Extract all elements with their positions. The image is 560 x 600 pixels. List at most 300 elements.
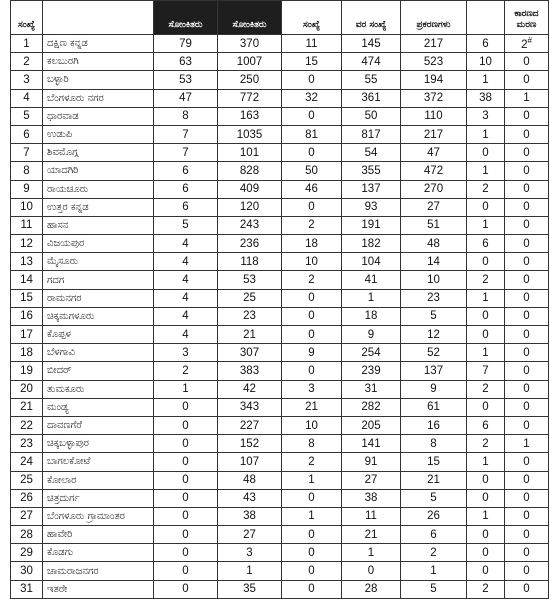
cell-col2: [218, 107, 282, 125]
cell-col5: [401, 416, 467, 434]
cell-col7-text: 0: [523, 110, 530, 123]
serial-cell-text: 20: [20, 383, 33, 396]
cell-col1: [154, 435, 218, 453]
district-name-cell: [43, 580, 154, 598]
cell-col3: [282, 562, 342, 580]
cell-col7: [505, 162, 549, 180]
serial-cell: [11, 162, 43, 180]
cell-col7-text: 0: [523, 474, 530, 487]
cell-col7: [505, 89, 549, 107]
cell-col3: [282, 35, 342, 53]
cell-col6: [467, 162, 505, 180]
cell-col3-text: 0: [308, 73, 315, 86]
cell-col7: [505, 580, 549, 598]
cell-col3: [282, 344, 342, 362]
cell-col3-text: 81: [305, 128, 318, 141]
cell-col2-text: 307: [239, 346, 260, 359]
cell-col7: [505, 180, 549, 198]
cell-col5: [401, 71, 467, 89]
district-name-cell: [43, 416, 154, 434]
district-name-cell: [43, 380, 154, 398]
district-table-container: [10, 0, 548, 599]
cell-col2-text: 243: [239, 219, 260, 232]
header-col1: ಸೋಂಕಿತರು: [154, 1, 218, 35]
cell-col1-text: 0: [182, 546, 189, 559]
cell-col3: [282, 526, 342, 544]
cell-col3: [282, 125, 342, 143]
cell-col2: [218, 526, 282, 544]
header-serial: ಸಂಖ್ಯೆ: [11, 1, 43, 35]
cell-col5-text: 2: [430, 546, 437, 559]
serial-cell-text: 2: [23, 55, 30, 68]
cell-col3-text: 0: [308, 364, 315, 377]
serial-cell: [11, 216, 43, 234]
cell-col5: [401, 453, 467, 471]
cell-col5: [401, 398, 467, 416]
cell-col6: [467, 562, 505, 580]
cell-col1-text: 53: [179, 73, 192, 86]
cell-col3-text: 0: [308, 110, 315, 123]
cell-col6: [467, 144, 505, 162]
cell-col1: [154, 35, 218, 53]
cell-col6-text: 6: [482, 419, 489, 432]
district-name-cell-text: ಧಾರವಾಡ: [47, 110, 79, 122]
cell-col4: [342, 398, 401, 416]
cell-col5-text: 26: [427, 510, 440, 523]
cell-col2: [218, 362, 282, 380]
cell-col4-text: 282: [361, 401, 381, 414]
district-name-cell: [43, 526, 154, 544]
cell-col1: [154, 289, 218, 307]
cell-col4: [342, 180, 401, 198]
cell-col5-text: 217: [423, 37, 444, 50]
serial-cell-text: 28: [20, 528, 33, 541]
cell-col5-text: 16: [427, 419, 440, 432]
cell-col7-text: 1: [523, 437, 530, 450]
cell-col4: [342, 35, 401, 53]
cell-col7-text: 0: [523, 583, 530, 596]
district-name-cell-text: ದಾವಣಗೆರೆ: [47, 420, 82, 432]
table-row: [11, 307, 549, 325]
cell-col7: [505, 125, 549, 143]
cell-col4-text: 254: [361, 346, 381, 359]
district-name-cell-text: ಬೀದರ್: [47, 365, 72, 377]
serial-cell-text: 6: [23, 128, 30, 141]
cell-col7-text: 0: [523, 146, 530, 159]
cell-col7-text: 0: [523, 183, 530, 196]
serial-cell: [11, 362, 43, 380]
cell-col4: [342, 253, 401, 271]
cell-col6: [467, 435, 505, 453]
cell-col2-text: 53: [243, 274, 256, 287]
cell-col1: [154, 489, 218, 507]
cell-col3-text: 0: [308, 146, 315, 159]
cell-col1-text: 0: [182, 510, 189, 523]
cell-col4-text: 21: [364, 528, 378, 541]
cell-col2: [218, 144, 282, 162]
cell-col6-text: 1: [482, 128, 489, 141]
cell-col6-text: 1: [482, 346, 489, 359]
cell-col3: [282, 271, 342, 289]
cell-col7: [505, 235, 549, 253]
cell-col3-text: 1: [308, 510, 315, 523]
cell-col2: [218, 416, 282, 434]
cell-col1-text: 0: [182, 528, 189, 541]
district-name-cell-text: ಯಾದಗಿರಿ: [47, 165, 79, 177]
cell-col2: [218, 71, 282, 89]
cell-col1: [154, 416, 218, 434]
cell-col7-text: 0: [523, 492, 530, 505]
cell-col1-text: 0: [182, 437, 189, 450]
cell-col6-text: 2: [482, 383, 489, 396]
cell-col3-text: 9: [308, 346, 315, 359]
serial-cell: [11, 580, 43, 598]
cell-col2: [218, 471, 282, 489]
cell-col6-text: 7: [482, 364, 489, 377]
district-name-cell: [43, 53, 154, 71]
cell-col6-text: 6: [482, 237, 489, 250]
cell-col1: [154, 544, 218, 562]
cell-col1: [154, 216, 218, 234]
cell-col4: [342, 89, 401, 107]
cell-col6: [467, 125, 505, 143]
cell-col2: [218, 435, 282, 453]
serial-cell-text: 23: [20, 437, 33, 450]
cell-col5-text: 61: [427, 401, 440, 414]
serial-cell-text: 19: [20, 364, 33, 377]
cell-col6-text: 0: [482, 401, 489, 414]
serial-cell: [11, 144, 43, 162]
cell-col1-text: 0: [182, 492, 189, 505]
cell-col5-text: 6: [430, 528, 437, 541]
cell-col5-text: 23: [427, 292, 440, 305]
cell-col7: [505, 362, 549, 380]
cell-col2: [218, 162, 282, 180]
cell-col2-text: 1035: [236, 128, 263, 141]
cell-col5: [401, 125, 467, 143]
cell-col7: [505, 107, 549, 125]
district-name-cell: [43, 35, 154, 53]
serial-cell-text: 4: [23, 92, 30, 105]
serial-cell: [11, 507, 43, 525]
cell-col4: [342, 453, 401, 471]
cell-col4-text: 137: [361, 183, 381, 196]
cell-col3: [282, 53, 342, 71]
cell-col3: [282, 180, 342, 198]
cell-col3: [282, 235, 342, 253]
cell-col7-text: 0: [523, 565, 530, 578]
cell-col6: [467, 471, 505, 489]
cell-col4-text: 54: [364, 146, 378, 159]
cell-col1: [154, 235, 218, 253]
table-row: [11, 526, 549, 544]
cell-col6-text: 0: [482, 565, 489, 578]
cell-col3: [282, 453, 342, 471]
table-row: [11, 471, 549, 489]
cell-col1: [154, 380, 218, 398]
cell-col5-text: 110: [424, 110, 443, 123]
table-row: [11, 362, 549, 380]
cell-col6: [467, 180, 505, 198]
cell-col5-text: 5: [430, 492, 437, 505]
header-col3: ಸಂಖ್ಯೆ: [282, 1, 342, 35]
cell-col5: [401, 235, 467, 253]
cell-col2: [218, 89, 282, 107]
cell-col3: [282, 362, 342, 380]
serial-cell-text: 1: [23, 37, 30, 50]
district-name-cell: [43, 289, 154, 307]
cell-col2: [218, 544, 282, 562]
cell-col4: [342, 144, 401, 162]
cell-col7-text: 0: [523, 528, 530, 541]
cell-col5: [401, 326, 467, 344]
cell-col5: [401, 253, 467, 271]
cell-col1-text: 5: [182, 219, 189, 232]
cell-col4: [342, 107, 401, 125]
cell-col5-text: 51: [427, 219, 440, 232]
cell-col7-text: 0: [523, 455, 530, 468]
cell-col5: [401, 489, 467, 507]
serial-cell-text: 9: [23, 183, 30, 196]
serial-cell-text: 3: [23, 73, 30, 86]
table-row: [11, 489, 549, 507]
cell-col1: [154, 53, 218, 71]
cell-col1-text: 0: [182, 583, 189, 596]
cell-col5-text: 10: [427, 274, 440, 287]
cell-col5-text: 137: [423, 364, 444, 377]
cell-col3-text: 32: [305, 92, 318, 105]
cell-col2-text: 343: [239, 401, 260, 414]
serial-cell: [11, 398, 43, 416]
district-name-cell-text: ಬೆಳಗಾವಿ: [47, 347, 76, 359]
cell-col3-text: 2: [308, 455, 315, 468]
cell-col7-text: 0: [523, 201, 530, 214]
district-name-cell-text: ಬೆಂಗಳೂರು ಗ್ರಾಮಾಂತರ: [47, 510, 125, 522]
cell-col1: [154, 198, 218, 216]
cell-col7-text: 0: [523, 510, 530, 523]
cell-col6-text: 0: [482, 310, 489, 323]
cell-col5-text: 5: [430, 310, 437, 323]
district-name-cell: [43, 198, 154, 216]
cell-col4-text: 9: [367, 328, 375, 341]
cell-col7: [505, 271, 549, 289]
cell-col7: [505, 544, 549, 562]
cell-col1: [154, 253, 218, 271]
cell-col1-text: 4: [182, 237, 189, 250]
cell-col2: [218, 35, 282, 53]
cell-col1-text: 0: [182, 565, 189, 578]
cell-col4-text: 474: [361, 55, 381, 68]
district-name-cell-text: ಬಾಗಲಕೋಟೆ: [47, 456, 91, 468]
cell-col6: [467, 362, 505, 380]
cell-col6: [467, 35, 505, 53]
cell-col5-text: 472: [423, 164, 444, 177]
cell-col4: [342, 562, 401, 580]
cell-col4-text: 205: [361, 419, 381, 432]
cell-col1-text: 7: [182, 128, 189, 141]
cell-col7-text: 0: [523, 237, 530, 250]
cell-col1-text: 4: [182, 328, 189, 341]
cell-col3: [282, 380, 342, 398]
cell-col7-text: 0: [523, 55, 530, 68]
header-col5: ಪ್ರಕರಣಗಳು: [401, 1, 467, 35]
cell-col2: [218, 562, 282, 580]
cell-col3-text: 50: [305, 164, 318, 177]
cell-col6: [467, 416, 505, 434]
cell-col2: [218, 326, 282, 344]
cell-col2: [218, 507, 282, 525]
cell-col4-text: 91: [364, 455, 378, 468]
cell-col4-text: 31: [364, 383, 378, 396]
cell-col4: [342, 162, 401, 180]
district-name-cell-text: ಗದಗ: [47, 274, 65, 286]
cell-col5-text: 372: [423, 92, 444, 105]
table-row: [11, 326, 549, 344]
cell-col2: [218, 271, 282, 289]
serial-cell-text: 12: [20, 237, 33, 250]
serial-cell: [11, 562, 43, 580]
cell-col6-text: 0: [482, 328, 489, 341]
cell-col7: [505, 71, 549, 89]
cell-col5-text: 8: [430, 437, 437, 450]
district-name-cell-text: ಉತ್ತರ ಕನ್ನಡ: [47, 201, 89, 213]
serial-cell-text: 30: [20, 565, 33, 578]
cell-col1: [154, 271, 218, 289]
cell-col5: [401, 344, 467, 362]
cell-col6: [467, 398, 505, 416]
cell-col3: [282, 326, 342, 344]
cell-col3-text: 10: [305, 255, 318, 268]
serial-cell-text: 15: [20, 292, 33, 305]
cell-col6: [467, 526, 505, 544]
serial-cell: [11, 307, 43, 325]
serial-cell: [11, 107, 43, 125]
cell-col1-text: 4: [182, 274, 189, 287]
cell-col2-text: 38: [243, 510, 256, 523]
cell-col5: [401, 198, 467, 216]
cell-col2: [218, 380, 282, 398]
cell-col7-text: 0: [523, 328, 530, 341]
cell-col6: [467, 344, 505, 362]
serial-cell-text: 22: [20, 419, 33, 432]
cell-col2: [218, 216, 282, 234]
district-name-cell: [43, 544, 154, 562]
cell-col3-text: 0: [308, 565, 315, 578]
serial-cell-text: 13: [20, 255, 33, 268]
cell-col7-text: 0: [523, 310, 530, 323]
header-col4: ವರ ಸಂಖ್ಯೆ: [342, 1, 401, 35]
cell-col4-text: 93: [364, 201, 378, 214]
cell-col1: [154, 344, 218, 362]
cell-col6: [467, 53, 505, 71]
cell-col4-text: 182: [361, 237, 381, 250]
table-row: [11, 544, 549, 562]
cell-col2: [218, 235, 282, 253]
cell-col6-text: 1: [482, 219, 489, 232]
table-row: [11, 289, 549, 307]
cell-col2-text: 107: [239, 455, 260, 468]
serial-cell: [11, 125, 43, 143]
cell-col6: [467, 307, 505, 325]
district-name-cell-text: ಮಂಡ್ಯ: [47, 401, 69, 413]
serial-cell: [11, 235, 43, 253]
cell-col7-text: 0: [523, 546, 530, 559]
cell-col5: [401, 471, 467, 489]
cell-col4: [342, 344, 401, 362]
cell-col7-text: 0: [523, 274, 530, 287]
cell-col3: [282, 471, 342, 489]
cell-col4-text: 361: [361, 92, 381, 105]
cell-col7-text: 0: [523, 346, 530, 359]
cell-col5-text: 217: [423, 128, 444, 141]
cell-col5: [401, 526, 467, 544]
cell-col6-text: 3: [482, 110, 489, 123]
cell-col1: [154, 71, 218, 89]
cell-col6: [467, 89, 505, 107]
cell-col1-text: 7: [182, 146, 189, 159]
cell-col4-text: 27: [364, 474, 378, 487]
cell-col3-text: 8: [308, 437, 315, 450]
cell-col3: [282, 198, 342, 216]
cell-col2: [218, 580, 282, 598]
cell-col6: [467, 326, 505, 344]
cell-col7-text: 0: [523, 128, 530, 141]
district-name-cell: [43, 162, 154, 180]
cell-col5: [401, 271, 467, 289]
district-cases-table: [10, 0, 549, 599]
cell-col3-text: 3: [308, 383, 315, 396]
district-name-cell: [43, 125, 154, 143]
cell-col1-text: 8: [182, 110, 189, 123]
cell-col5-text: 194: [423, 73, 444, 86]
cell-col6-text: 2: [482, 274, 489, 287]
district-name-cell: [43, 235, 154, 253]
header-district: [43, 1, 154, 35]
cell-col5-text: 15: [427, 455, 440, 468]
serial-cell: [11, 53, 43, 71]
cell-col3-text: 2: [308, 274, 315, 287]
cell-col7: [505, 344, 549, 362]
serial-cell: [11, 526, 43, 544]
cell-col3: [282, 489, 342, 507]
cell-col1: [154, 453, 218, 471]
cell-col5: [401, 435, 467, 453]
cell-col3-text: 10: [305, 419, 318, 432]
cell-col6: [467, 289, 505, 307]
cell-col7: [505, 380, 549, 398]
cell-col3: [282, 107, 342, 125]
cell-col2-text: 118: [240, 255, 259, 268]
cell-col2: [218, 307, 282, 325]
cell-col2: [218, 198, 282, 216]
cell-col4: [342, 416, 401, 434]
cell-col1-text: 4: [182, 310, 189, 323]
cell-col3-text: 0: [308, 528, 315, 541]
district-name-cell: [43, 144, 154, 162]
serial-cell-text: 21: [20, 401, 33, 414]
cell-col4: [342, 471, 401, 489]
cell-col5-text: 14: [427, 255, 440, 268]
cell-col3-text: 21: [305, 401, 318, 414]
cell-col1-text: 47: [179, 92, 192, 105]
table-row: [11, 435, 549, 453]
cell-col4-text: 355: [361, 164, 381, 177]
cell-col2: [218, 453, 282, 471]
cell-col4: [342, 580, 401, 598]
cell-col6: [467, 198, 505, 216]
cell-col7: [505, 216, 549, 234]
cell-col3-text: 18: [305, 237, 318, 250]
